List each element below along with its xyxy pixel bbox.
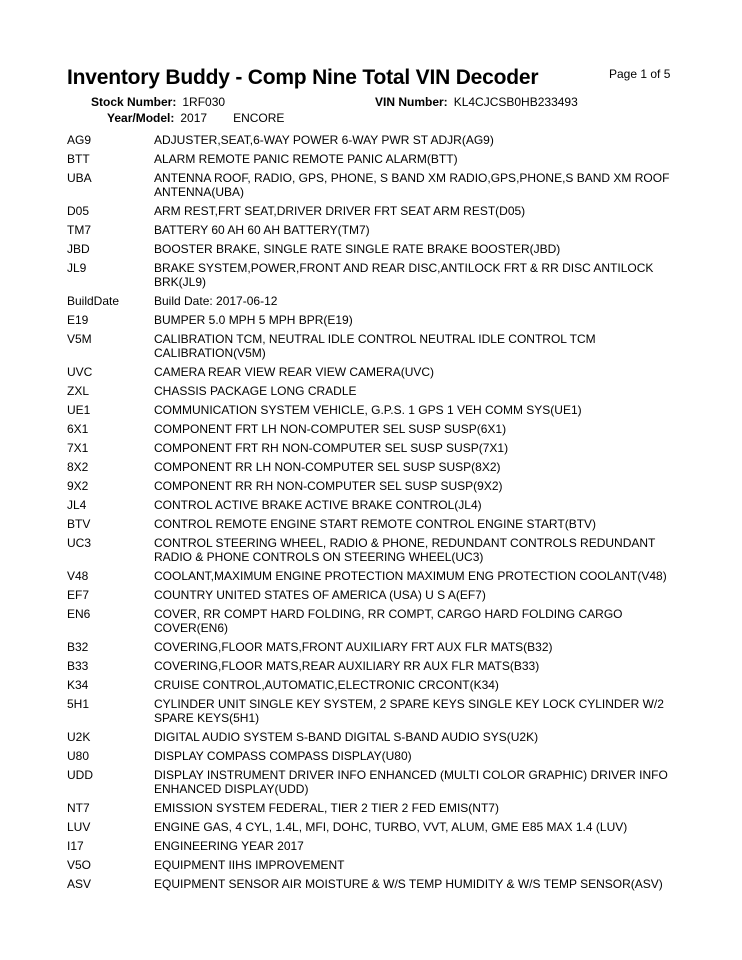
option-row bbox=[67, 460, 687, 474]
option-code: UBA bbox=[67, 171, 92, 185]
option-code: AG9 bbox=[67, 133, 92, 147]
option-description: DISPLAY COMPASS COMPASS DISPLAY(U80) bbox=[154, 749, 412, 763]
option-description: COUNTRY UNITED STATES OF AMERICA (USA) U S A(EF7) bbox=[154, 588, 486, 602]
option-row bbox=[67, 536, 687, 564]
option-description: DIGITAL AUDIO SYSTEM S-BAND DIGITAL S-BAND AUDIO SYS(U2K) bbox=[154, 730, 539, 744]
option-description: CONTROL STEERING WHEEL, RADIO & PHONE, REDUNDANT CONTROLS REDUNDANT RADIO & PHONE CONTROLS ON STEERING WHEEL(UC3) bbox=[154, 536, 656, 564]
option-row bbox=[67, 877, 687, 891]
option-row bbox=[67, 749, 687, 763]
option-description: CRUISE CONTROL,AUTOMATIC,ELECTRONIC CRCONT(K34) bbox=[154, 678, 499, 692]
option-row bbox=[67, 569, 687, 583]
option-code: LUV bbox=[67, 820, 91, 834]
option-description: BUMPER 5.0 MPH 5 MPH BPR(E19) bbox=[154, 313, 353, 327]
option-code: NT7 bbox=[67, 801, 90, 815]
option-code: 9X2 bbox=[67, 479, 89, 493]
option-description: ARM REST,FRT SEAT,DRIVER DRIVER FRT SEAT ARM REST(D05) bbox=[154, 204, 526, 218]
option-row bbox=[67, 313, 687, 327]
option-row bbox=[67, 332, 687, 360]
option-description: COVERING,FLOOR MATS,REAR AUXILIARY RR AUX FLR MATS(B33) bbox=[154, 659, 540, 673]
stock-number-field bbox=[91, 95, 225, 109]
option-code: V5O bbox=[67, 858, 92, 872]
option-code: I17 bbox=[67, 839, 84, 853]
option-description: CHASSIS PACKAGE LONG CRADLE bbox=[154, 384, 357, 398]
option-code: D05 bbox=[67, 204, 90, 218]
option-description: ADJUSTER,SEAT,6-WAY POWER 6-WAY PWR ST ADJR(AG9) bbox=[154, 133, 494, 147]
option-description: COVERING,FLOOR MATS,FRONT AUXILIARY FRT AUX FLR MATS(B32) bbox=[154, 640, 553, 654]
year-model-label: Year/Model: bbox=[107, 111, 175, 125]
option-code: V5M bbox=[67, 332, 92, 346]
option-row bbox=[67, 517, 687, 531]
option-row bbox=[67, 441, 687, 455]
option-row bbox=[67, 403, 687, 417]
option-row bbox=[67, 768, 687, 796]
option-description: CONTROL ACTIVE BRAKE ACTIVE BRAKE CONTROL(JL4) bbox=[154, 498, 482, 512]
stock-number-label: Stock Number: bbox=[91, 95, 177, 109]
option-row bbox=[67, 820, 687, 834]
option-description: COOLANT,MAXIMUM ENGINE PROTECTION MAXIMUM ENG PROTECTION COOLANT(V48) bbox=[154, 569, 667, 583]
option-code: ASV bbox=[67, 877, 92, 891]
option-row bbox=[67, 640, 687, 654]
option-description: BOOSTER BRAKE, SINGLE RATE SINGLE RATE BRAKE BOOSTER(JBD) bbox=[154, 242, 561, 256]
option-code: BuildDate bbox=[67, 294, 120, 308]
vin-number-label: VIN Number: bbox=[375, 95, 448, 109]
option-row bbox=[67, 801, 687, 815]
option-row bbox=[67, 204, 687, 218]
option-code: 8X2 bbox=[67, 460, 89, 474]
option-row bbox=[67, 607, 687, 635]
option-row bbox=[67, 223, 687, 237]
option-row bbox=[67, 730, 687, 744]
option-code: 5H1 bbox=[67, 697, 90, 711]
option-description: COVER, RR COMPT HARD FOLDING, RR COMPT, CARGO HARD FOLDING CARGO COVER(EN6) bbox=[154, 607, 623, 635]
option-row bbox=[67, 133, 687, 147]
option-row bbox=[67, 384, 687, 398]
model-value: ENCORE bbox=[233, 111, 285, 125]
option-description: COMPONENT FRT RH NON-COMPUTER SEL SUSP SUSP(7X1) bbox=[154, 441, 509, 455]
option-code: UDD bbox=[67, 768, 93, 782]
option-description: ENGINE GAS, 4 CYL, 1.4L, MFI, DOHC, TURBO, VVT, ALUM, GME E85 MAX 1.4 (LUV) bbox=[154, 820, 628, 834]
vin-number-field bbox=[375, 95, 578, 109]
option-description: COMPONENT RR LH NON-COMPUTER SEL SUSP SUSP(8X2) bbox=[154, 460, 501, 474]
option-code: BTT bbox=[67, 152, 90, 166]
option-description: EMISSION SYSTEM FEDERAL, TIER 2 TIER 2 FED EMIS(NT7) bbox=[154, 801, 499, 815]
option-code: 7X1 bbox=[67, 441, 89, 455]
option-row bbox=[67, 261, 687, 289]
option-code: U2K bbox=[67, 730, 91, 744]
option-row bbox=[67, 659, 687, 673]
option-description: BRAKE SYSTEM,POWER,FRONT AND REAR DISC,ANTILOCK FRT & RR DISC ANTILOCK BRK(JL9) bbox=[154, 261, 654, 289]
option-code: JL9 bbox=[67, 261, 87, 275]
option-description: Build Date: 2017-06-12 bbox=[154, 294, 278, 308]
option-code: 6X1 bbox=[67, 422, 89, 436]
option-row bbox=[67, 171, 687, 199]
option-row bbox=[67, 365, 687, 379]
option-code: ZXL bbox=[67, 384, 90, 398]
option-code: B33 bbox=[67, 659, 89, 673]
option-description: CALIBRATION TCM, NEUTRAL IDLE CONTROL NEUTRAL IDLE CONTROL TCM CALIBRATION(V5M) bbox=[154, 332, 596, 360]
option-row bbox=[67, 588, 687, 602]
option-code: JL4 bbox=[67, 498, 87, 512]
option-code: K34 bbox=[67, 678, 89, 692]
option-code: JBD bbox=[67, 242, 90, 256]
option-description: ANTENNA ROOF, RADIO, GPS, PHONE, S BAND XM RADIO,GPS,PHONE,S BAND XM ROOF ANTENNA(UBA) bbox=[154, 171, 670, 199]
year-value: 2017 bbox=[180, 111, 208, 125]
option-code: UVC bbox=[67, 365, 93, 379]
option-code: EN6 bbox=[67, 607, 91, 621]
option-row bbox=[67, 152, 687, 166]
page-number: Page 1 of 5 bbox=[609, 67, 671, 81]
option-description: CONTROL REMOTE ENGINE START REMOTE CONTROL ENGINE START(BTV) bbox=[154, 517, 597, 531]
option-description: BATTERY 60 AH 60 AH BATTERY(TM7) bbox=[154, 223, 370, 237]
option-description: COMPONENT FRT LH NON-COMPUTER SEL SUSP SUSP(6X1) bbox=[154, 422, 507, 436]
year-model-field bbox=[107, 111, 284, 125]
option-description: EQUIPMENT IIHS IMPROVEMENT bbox=[154, 858, 345, 872]
option-code: TM7 bbox=[67, 223, 91, 237]
option-description: CYLINDER UNIT SINGLE KEY SYSTEM, 2 SPARE KEYS SINGLE KEY LOCK CYLINDER W/2 SPARE KEYS(5H1) bbox=[154, 697, 664, 725]
option-code: E19 bbox=[67, 313, 89, 327]
option-description: COMMUNICATION SYSTEM VEHICLE, G.P.S. 1 GPS 1 VEH COMM SYS(UE1) bbox=[154, 403, 582, 417]
option-description: CAMERA REAR VIEW REAR VIEW CAMERA(UVC) bbox=[154, 365, 435, 379]
option-row bbox=[67, 678, 687, 692]
option-code: EF7 bbox=[67, 588, 90, 602]
option-row bbox=[67, 422, 687, 436]
option-code: B32 bbox=[67, 640, 89, 654]
option-description: EQUIPMENT SENSOR AIR MOISTURE & W/S TEMP HUMIDITY & W/S TEMP SENSOR(ASV) bbox=[154, 877, 663, 891]
option-row bbox=[67, 242, 687, 256]
option-row bbox=[67, 498, 687, 512]
page-title: Inventory Buddy - Comp Nine Total VIN Decoder bbox=[67, 66, 539, 89]
option-list bbox=[67, 133, 687, 896]
option-description: DISPLAY INSTRUMENT DRIVER INFO ENHANCED (MULTI COLOR GRAPHIC) DRIVER INFO ENHANCED DISPLAY(UDD) bbox=[154, 768, 668, 796]
vin-number-value: KL4CJCSB0HB233493 bbox=[453, 95, 578, 109]
option-row bbox=[67, 839, 687, 853]
option-row bbox=[67, 479, 687, 493]
option-row bbox=[67, 294, 687, 308]
option-description: COMPONENT RR RH NON-COMPUTER SEL SUSP SUSP(9X2) bbox=[154, 479, 503, 493]
option-row bbox=[67, 858, 687, 872]
option-code: BTV bbox=[67, 517, 91, 531]
option-code: U80 bbox=[67, 749, 90, 763]
option-code: UE1 bbox=[67, 403, 91, 417]
option-code: UC3 bbox=[67, 536, 92, 550]
stock-number-value: 1RF030 bbox=[182, 95, 226, 109]
option-code: V48 bbox=[67, 569, 89, 583]
option-row bbox=[67, 697, 687, 725]
option-description: ENGINEERING YEAR 2017 bbox=[154, 839, 304, 853]
option-description: ALARM REMOTE PANIC REMOTE PANIC ALARM(BTT) bbox=[154, 152, 458, 166]
